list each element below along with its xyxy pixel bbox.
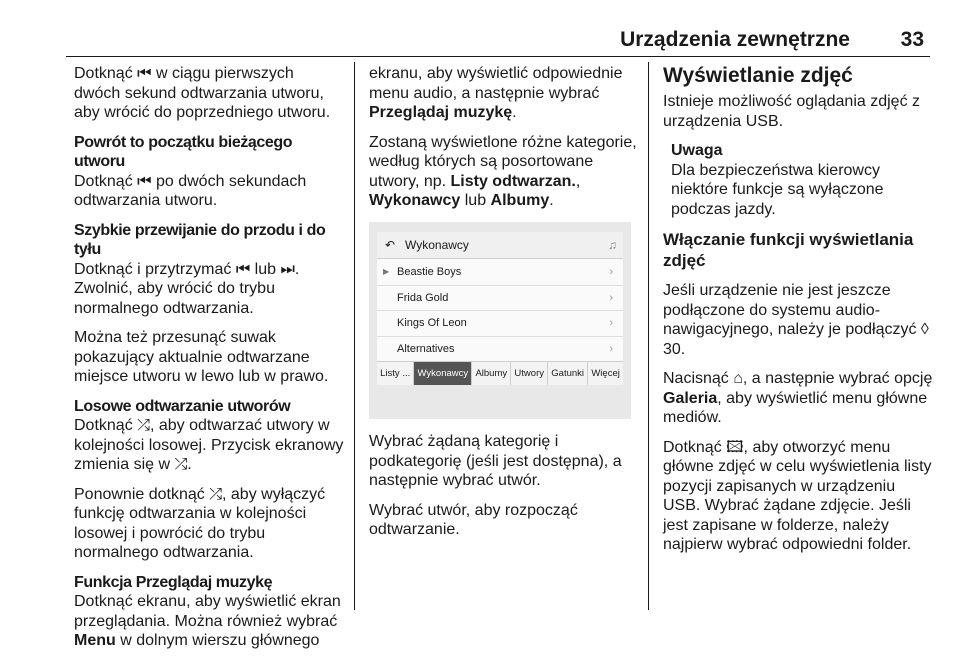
chevron-right-icon: › [609, 342, 613, 355]
paragraph-connect-device: Jeśli urządzenie nie jest jeszcze podłączone do systemu audio-nawigacyjnego, należy je podłączyć ◊ 30. [663, 282, 929, 358]
column-2 [369, 64, 639, 221]
list-item-label: Frida Gold [397, 291, 449, 304]
paragraph-previous-track: Dotknąć ⏮ w ciągu pierwszych dwóch sekund odtwarzania utworu, aby wrócić do poprzedniego utworu. [74, 65, 331, 121]
list-item[interactable] [377, 337, 623, 363]
tab-tracks[interactable]: Utwory [511, 362, 548, 385]
tab-genres[interactable]: Gatunki [548, 362, 588, 385]
tab-albums[interactable]: Albumy [472, 362, 511, 385]
header-rule [66, 56, 930, 57]
paragraph-slider: Można też przesunąć suwak pokazujący aktualnie odtwarzane miejsce utworu w lewo lub w prawo. [74, 329, 329, 385]
heading-browse-music: Funkcja Przeglądaj muzykę [74, 573, 273, 591]
chevron-right-icon: › [609, 317, 613, 329]
paragraph-photos-intro: Istnieje możliwość oglądania zdjęć z urządzenia USB. [663, 93, 921, 130]
note-title: Uwaga [671, 142, 723, 159]
tab-more[interactable]: Więcej [591, 368, 620, 379]
list-item-label: Kings Of Leon [397, 317, 467, 329]
column-divider-1 [354, 62, 355, 610]
artist-list [377, 260, 623, 362]
back-arrow-icon[interactable]: ↶ [385, 238, 396, 252]
heading-fast-forward: Szybkie przewijanie do przodu i do tyłu [74, 221, 326, 258]
chevron-right-icon: › [609, 266, 613, 278]
screen-title: Wykonawcy [405, 238, 469, 252]
paragraph-browse-menu: ekranu, aby wyświetlić odpowiednie menu audio, a następnie wybrać Przeglądaj muzykę. [369, 65, 623, 121]
section-title-photos: Wyświetlanie zdjęć [663, 64, 853, 87]
tab-artists[interactable]: Wykonawcy [414, 362, 472, 385]
paragraph-fast-forward: Dotknąć i przytrzymać ⏮ lub ⏭. Zwolnić, aby wrócić do trybu normalnego odtwarzania. [74, 260, 300, 317]
column-divider-2 [648, 62, 649, 610]
paragraph-photo-menu: Dotknąć 🖾, aby otworzyć menu główne zdjęć w celu wyświetlenia listy pozycji zapisanych w urządzeniu USB. Wybrać żądane zdjęcie. Jeśli jest zapisane w folderze, należy najpierw wybrać odpowiedni folder. [663, 438, 932, 553]
paragraph-categories: Zostaną wyświetlone różne kategorie, według których są posortowane utwory, np. Listy odtwarzan., Wykonawcy lub Albumy. [369, 133, 637, 209]
screen-header [377, 232, 623, 259]
heading-restart-track: Powrót to początku bieżącego utworu [74, 133, 293, 170]
subheading-enable-photos: Włączanie funkcji wyświetlania zdjęć [663, 230, 914, 270]
list-item-label: Alternatives [397, 342, 455, 355]
list-item[interactable] [377, 286, 623, 312]
note-box [663, 141, 935, 219]
screenshot-artists-menu [369, 222, 631, 419]
music-note-icon[interactable]: ♫ [608, 238, 617, 252]
paragraph-gallery: Nacisnąć ⌂, a następnie wybrać opcję Galeria, aby wyświetlić menu główne mediów. [663, 370, 933, 426]
heading-shuffle: Losowe odtwarzanie utworów [74, 397, 291, 415]
paragraph-shuffle-off: Ponownie dotknąć ⤮, aby wyłączyć funkcję odtwarzania w kolejności losowej i powrócić do trybu normalnego odtwarzania. [74, 485, 326, 561]
play-indicator-icon: ▶ [383, 267, 390, 276]
paragraph-browse-music: Dotknąć ekranu, aby wyświetlić ekran przeglądania. Można również wybrać Menu w dolnym wierszu głównego [74, 593, 341, 649]
list-item[interactable] [377, 260, 623, 286]
note-text: Dla bezpieczeństwa kierowcy niektóre funkcje są wyłączone podczas jazdy. [671, 161, 884, 218]
column-3 [663, 64, 935, 565]
list-item[interactable] [377, 311, 623, 337]
chevron-right-icon: › [609, 291, 613, 304]
paragraph-restart-track: Dotknąć ⏮ po dwóch sekundach odtwarzania utworu. [74, 172, 307, 209]
column-2-lower [369, 432, 639, 550]
list-item-label: Beastie Boys [397, 266, 462, 278]
tab-playlists[interactable]: Listy ... [377, 362, 414, 385]
paragraph-select-track: Wybrać utwór, aby rozpocząć odtwarzanie. [369, 501, 578, 538]
column-1 [74, 64, 344, 661]
paragraph-shuffle-on: Dotknąć ⤮, aby odtwarzać utwory w kolejności losowej. Przycisk ekranowy zmienia się w ⤮. [74, 417, 344, 473]
category-tabs [377, 361, 623, 385]
page-header-title: Urządzenia zewnętrzne [620, 28, 850, 51]
page-number: 33 [900, 28, 924, 51]
paragraph-select-category: Wybrać żądaną kategorię i podkategorię (jeśli jest dostępna), a następnie wybrać utwór. [369, 433, 622, 489]
